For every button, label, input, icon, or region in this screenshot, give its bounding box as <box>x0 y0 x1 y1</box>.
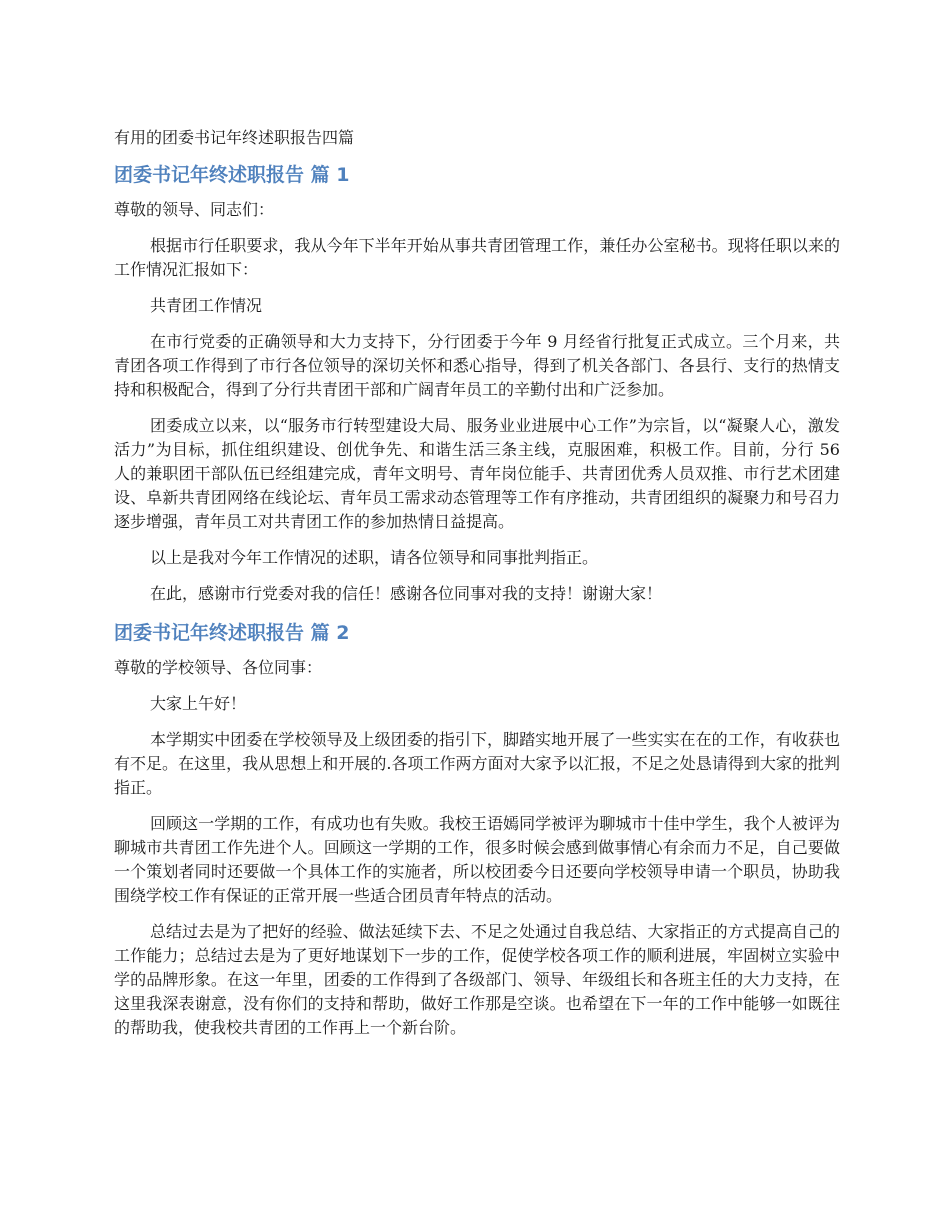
report-section-1 <box>114 160 840 606</box>
salutation: 尊敬的领导、同志们： <box>114 200 275 219</box>
report-section-2 <box>114 618 840 1040</box>
paragraph: 总结过去是为了把好的经验、做法延续下去、不足之处通过自我总结、大家指正的方式提高自己的工作能力；总结过去是为了更好地谋划下一步的工作，促使学校各项工作的顺利进展，牢固树立实验中学的品牌形象。在这一年里，团委的工作得到了各级部门、领导、年级组长和各班主任的大力支持，在这里我深表谢意，没有你们的支持和帮助，做好工作那是空谈。也希望在下一年的工作中能够一如既往的帮助我，使我校共青团的工作再上一个新台阶。 <box>114 922 840 1037</box>
paragraph: 根据市行任职要求，我从今年下半年开始从事共青团管理工作，兼任办公室秘书。现将任职以来的工作情况汇报如下： <box>114 236 840 279</box>
paragraph: 在市行党委的正确领导和大力支持下，分行团委于今年 9 月经省行批复正式成立。三个月来，共青团各项工作得到了市行各位领导的深切关怀和悉心指导，得到了机关各部门、各县行、支行的热情支持和积极配合，得到了分行共青团干部和广阔青年员工的辛勤付出和广泛参加。 <box>114 332 840 399</box>
paragraph: 在此，感谢市行党委对我的信任！感谢各位同事对我的支持！谢谢大家！ <box>150 584 663 603</box>
section-heading: 团委书记年终述职报告 篇 1 <box>114 164 350 186</box>
document-page <box>114 124 840 1052</box>
paragraph: 大家上午好！ <box>150 694 247 713</box>
paragraph: 回顾这一学期的工作，有成功也有失败。我校王语嫣同学被评为聊城市十佳中学生，我个人被评为聊城市共青团工作先进个人。回顾这一学期的工作，很多时候会感到做事情心有余而力不足，自己要做一个策划者同时还要做一个具体工作的实施者，所以校团委今日还要向学校领导申请一个职员，协助我围绕学校工作有保证的正常开展一些适合团员青年特点的活动。 <box>114 814 840 905</box>
section-heading: 团委书记年终述职报告 篇 2 <box>114 622 350 644</box>
paragraph: 本学期实中团委在学校领导及上级团委的指引下，脚踏实地开展了一些实实在在的工作，有收获也有不足。在这里，我从思想上和开展的.各项工作两方面对大家予以汇报，不足之处恳请得到大家的批判指正。 <box>114 730 840 797</box>
document-title: 有用的团委书记年终述职报告四篇 <box>114 128 355 147</box>
paragraph: 团委成立以来，以“服务市行转型建设大局、服务业业进展中心工作”为宗旨，以“凝聚人心，激发活力”为目标，抓住组织建设、创优争先、和谐生活三条主线，克服困难，积极工作。目前，分行 56 人的兼职团干部队伍已经组建完成，青年文明号、青年岗位能手、共青团优秀人员双推、市行艺术团建设、阜新共青团网络在线论坛、青年员工需求动态管理等工作有序推动，共青团组织的凝聚力和号召力逐步增强，青年员工对共青团工作的参加热情日益提高。 <box>114 416 840 531</box>
salutation: 尊敬的学校领导、各位同事： <box>114 658 323 677</box>
subheading-paragraph: 共青团工作情况 <box>150 296 263 315</box>
paragraph: 以上是我对今年工作情况的述职，请各位领导和同事批判指正。 <box>150 548 599 567</box>
